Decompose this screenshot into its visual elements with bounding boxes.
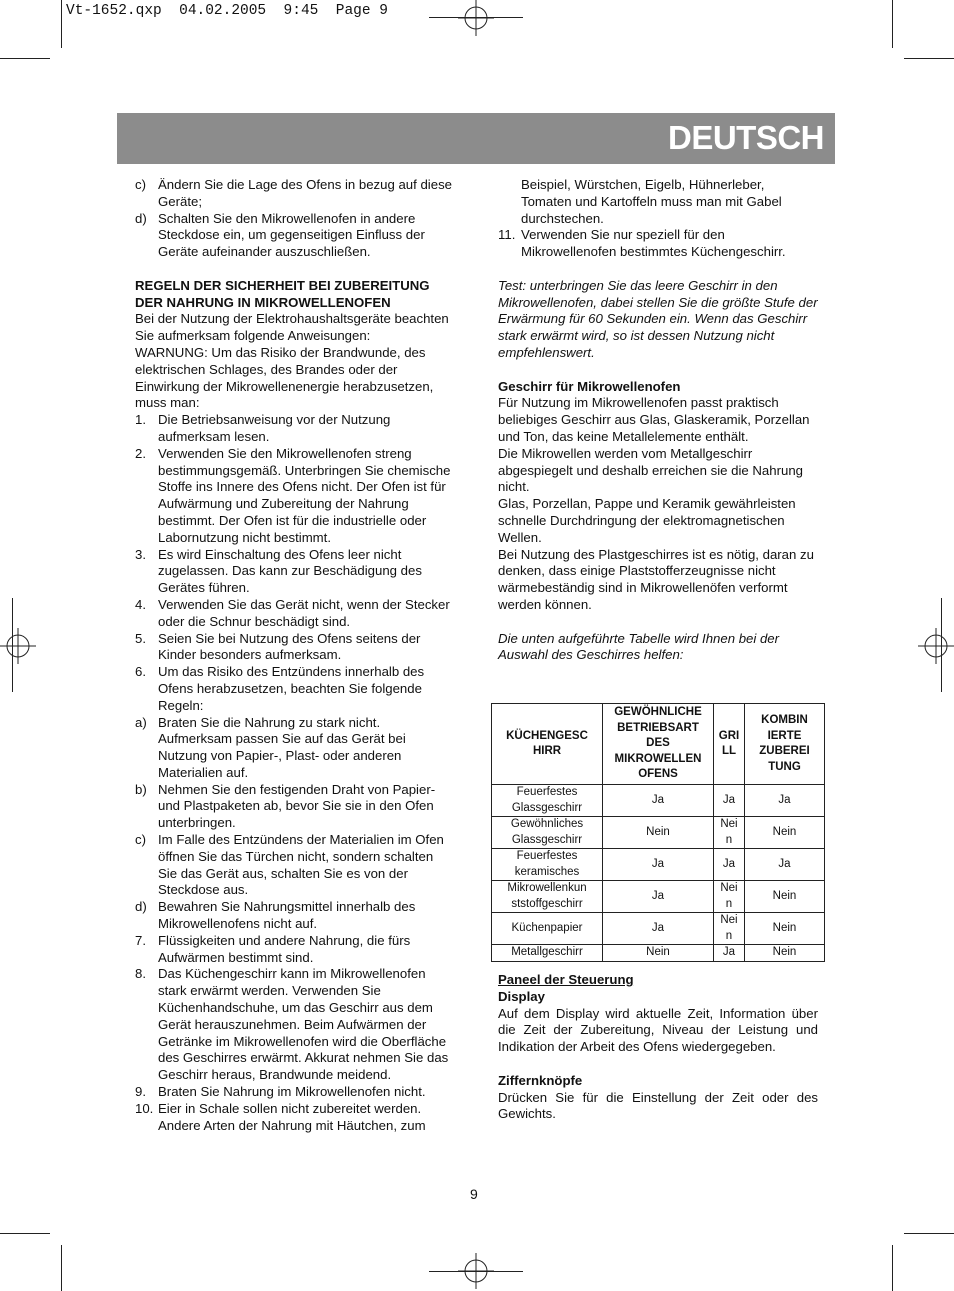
warning-text: WARNUNG: Um das Risiko der Brandwunde, des elektrischen Schlages, des Brandes oder der Einwirkung der Mikrowellenenergie herabzusetzen, muss man: — [135, 344, 434, 411]
list-item: d) Bewahren Sie Nahrungsmittel innerhalb des Mikrowellenofens nicht auf. — [135, 899, 416, 932]
page-number: 9 — [470, 1186, 478, 1202]
table-cell: Ja — [603, 881, 714, 913]
registration-mark-icon — [918, 628, 954, 664]
paragraph: Drücken Sie für die Einstellung der Zeit oder des Gewichts. — [498, 1089, 818, 1122]
language-banner — [117, 113, 835, 164]
table-cell: Nei n — [714, 817, 745, 849]
table-cell: Nein — [745, 881, 825, 913]
list-item: 10. Eier in Schale sollen nicht zubereitet werden. Andere Arten der Nahrung mit Häutchen, zum — [135, 1100, 426, 1133]
table-row — [492, 785, 825, 817]
list-item: 5. Seien Sie bei Nutzung des Ofens seitens der Kinder besonders aufmerksam. — [135, 630, 421, 663]
table-header-cell: GRI LL — [714, 704, 745, 785]
crop-mark — [892, 1245, 893, 1291]
table-cell: Nei n — [714, 913, 745, 945]
print-slug: Vt-1652.qxp 04.02.2005 9:45 Page 9 — [66, 3, 388, 19]
subsection-heading: Display — [498, 988, 545, 1004]
control-panel-section — [498, 972, 818, 1123]
table-cell: Feuerfestes keramisches — [492, 849, 603, 881]
list-item: 8. Das Küchengeschirr kann im Mikrowellenofen stark erwärmt werden. Verwenden Sie Küchenhandschuhe, um das Geschirr aus dem Gerät herauszunehmen. Beim Aufwärmen der Getränke im Mikrowellenofen wird die Oberfläche des Geschirres erwärmt. Akkurat nehmen Sie das Geschirr heraus, Brandwunde meidend. — [135, 966, 449, 1083]
table-cell: Metallgeschirr — [492, 945, 603, 962]
list-item: 11. Verwenden Sie nur speziell für den Mikrowellenofen bestimmtes Küchengeschirr. — [498, 227, 786, 260]
table-header-cell: KÜCHENGESC HIRR — [492, 704, 603, 785]
list-item: 1. Die Betriebsanweisung vor der Nutzung aufmerksam lesen. — [135, 412, 391, 444]
banner-title: DEUTSCH — [667, 119, 824, 156]
paragraph: Bei Nutzung des Plastgeschirres ist es nötig, daran zu denken, dass einige Plaststofferzeugnisse nicht wärmebeständig sind in Mikrowellenöfen verformt werden können. — [498, 546, 814, 612]
continued-text: Beispiel, Würstchen, Eigelb, Hühnerleber, Tomaten und Kartoffeln muss man mit Gabel durchstechen. — [521, 177, 782, 226]
section-heading: Geschirr für Mikrowellenofen — [498, 378, 681, 394]
list-item: c) Im Falle des Entzündens der Materialien im Ofen öffnen Sie das Türchen nicht, sondern schalten Sie das Gerät aus, schalten Sie es von der Steckdose aus. — [135, 832, 444, 898]
table-row — [492, 945, 825, 962]
table-intro: Die unten aufgeführte Tabelle wird Ihnen bei der Auswahl des Geschirres helfen: — [498, 630, 780, 663]
crop-mark — [0, 1233, 50, 1234]
table-cell: Küchenpapier — [492, 913, 603, 945]
list-item: c) Ändern Sie die Lage des Ofens in bezug auf diese Geräte; — [135, 177, 452, 209]
paragraph: Glas, Porzellan, Pappe und Keramik gewährleisten schnelle Durchdringung der elektromagnetischen Wellen. — [498, 496, 796, 545]
list-item: 3. Es wird Einschaltung des Ofens leer nicht zugelassen. Das kann zur Beschädigung des Gerätes führen. — [135, 546, 422, 596]
table-row — [492, 881, 825, 913]
section-heading: REGELN DER SICHERHEIT BEI ZUBEREITUNG DER NAHRUNG IN MIKROWELLENOFEN — [135, 277, 430, 310]
table-header-cell: KOMBIN IERTE ZUBEREI TUNG — [745, 704, 825, 785]
table-cell: Feuerfestes Glassgeschirr — [492, 785, 603, 817]
left-column — [135, 177, 455, 1134]
table-cell: Nein — [745, 945, 825, 962]
list-item: 4. Verwenden Sie das Gerät nicht, wenn der Stecker oder die Schnur beschädigt sind. — [135, 596, 450, 629]
table-cell: Nein — [745, 913, 825, 945]
table-row — [492, 913, 825, 945]
table-cell: Nein — [745, 817, 825, 849]
table-cell: Gewöhnliches Glassgeschirr — [492, 817, 603, 849]
table-cell: Ja — [603, 785, 714, 817]
cookware-table — [491, 703, 825, 962]
table-cell: Nei n — [714, 881, 745, 913]
table-cell: Ja — [714, 945, 745, 962]
right-column — [498, 177, 818, 664]
table-cell: Nein — [603, 945, 714, 962]
table-row — [492, 849, 825, 881]
registration-mark-icon — [458, 1253, 494, 1289]
crop-mark — [0, 58, 50, 59]
crop-mark — [61, 0, 62, 48]
subsection-heading: Ziffernknöpfe — [498, 1072, 583, 1088]
registration-mark-icon — [458, 0, 494, 36]
crop-mark — [904, 58, 954, 59]
list-item: d) Schalten Sie den Mikrowellenofen in andere Steckdose ein, um gegenseitigen Einfluss der Geräte aufeinander auszuschließen. — [135, 210, 425, 260]
table-header-row — [492, 704, 825, 785]
list-item: a) Braten Sie die Nahrung zu stark nicht. Aufmerksam passen Sie auf das Gerät bei Nutzung von Papier-, Plast- oder anderen Materialien auf. — [135, 714, 406, 780]
crop-mark — [904, 1233, 954, 1234]
table-cell: Ja — [745, 785, 825, 817]
list-item: 7. Flüssigkeiten und andere Nahrung, die fürs Aufwärmen bestimmt sind. — [135, 932, 411, 965]
list-item: 2. Verwenden Sie den Mikrowellenofen streng bestimmungsgemäß. Unterbringen Sie chemische Stoffe ins Innere des Ofens nicht. Der Ofen ist für Aufwärmung und Zubereitung der Nahrung bestimmt. Der Ofen ist für die industrielle oder Labornutzung nicht bestimmt. — [135, 445, 451, 545]
list-item: b) Nehmen Sie den festigenden Draht von Papier- und Plastpaketen ab, bevor Sie sie in den Ofen unterbringen. — [135, 781, 436, 831]
crop-mark — [892, 0, 893, 48]
registration-mark-icon — [0, 628, 36, 664]
crop-mark — [61, 1245, 62, 1291]
intro-text: Bei der Nutzung der Elektrohaushaltsgeräte beachten Sie aufmerksam folgende Anweisungen: — [135, 311, 449, 344]
table-header-cell: GEWÖHNLICHE BETRIEBSART DES MIKROWELLEN OFENS — [603, 704, 714, 785]
table-cell: Ja — [714, 785, 745, 817]
list-item: 6. Um das Risiko des Entzündens innerhalb des Ofens herabzusetzen, beachten Sie folgende Regeln: — [135, 664, 425, 713]
paragraph: Für Nutzung im Mikrowellenofen passt praktisch beliebiges Geschirr aus Glas, Glaskeramik, Porzellan und Ton, das keine Metallelemente enthält. — [498, 395, 810, 444]
test-note: Test: unterbringen Sie das leere Geschirr in den Mikrowellenofen, dabei stellen Sie die größte Stufe der Erwärmung für 60 Sekunden ein. Wenn das Geschirr stark erwärmt wird, so ist dessen Nutzung nicht empfehlenswert. — [498, 277, 818, 360]
paragraph: Auf dem Display wird aktuelle Zeit, Information über die Zeit der Zubereitung, Niveau der Leistung und Indikation der Arbeit des Ofens wiedergegeben. — [498, 1005, 818, 1055]
table-cell: Ja — [714, 849, 745, 881]
table-cell: Ja — [603, 849, 714, 881]
section-heading: Paneel der Steuerung — [498, 972, 634, 987]
paragraph: Die Mikrowellen werden vom Metallgeschirr abgespiegelt und deshalb erreichen sie die Nahrung nicht. — [498, 445, 803, 495]
table-row — [492, 817, 825, 849]
table-cell: Ja — [603, 913, 714, 945]
list-item: 9. Braten Sie Nahrung im Mikrowellenofen nicht. — [135, 1084, 426, 1100]
table-cell: Mikrowellenkun ststoffgeschirr — [492, 881, 603, 913]
table-cell: Nein — [603, 817, 714, 849]
table-cell: Ja — [745, 849, 825, 881]
